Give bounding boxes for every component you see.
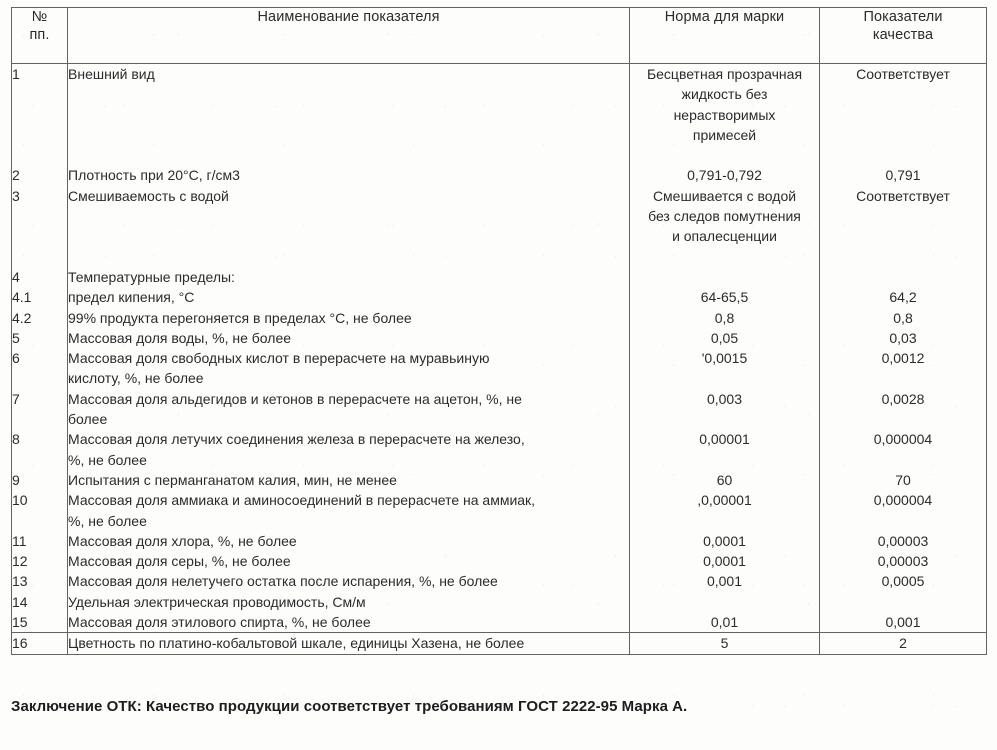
row-number: 4 xyxy=(12,268,20,285)
row-quality-value: 0,791 xyxy=(885,167,921,184)
row-norm-value: Бесцветная прозрачная жидкость без нерастворимых примесей xyxy=(646,66,803,143)
row-quality-value: 0,0028 xyxy=(881,390,925,407)
row-quality-value: 0,00003 xyxy=(877,553,929,570)
row-quality-value xyxy=(820,592,986,612)
row-quality-value: 0,0012 xyxy=(881,350,925,367)
row-indicator-name: Массовая доля альдегидов и кетонов в перерасчете на ацетон, %, не более xyxy=(68,390,522,428)
row-quality-value: 2 xyxy=(820,632,986,653)
row-norm-value: Смешивается с водой без следов помутнения и опалесценции xyxy=(648,187,801,245)
row-number: 5 xyxy=(12,329,20,346)
cell-norm-column xyxy=(630,64,820,655)
row-norm-value: 60 xyxy=(716,471,733,488)
row-indicator-name: Массовая доля аммиака и аминосоединений в перерасчете на аммиак, %, не более xyxy=(68,492,536,529)
row-quality-value: 0,000004 xyxy=(873,431,933,448)
row-norm-value: ,0,00001 xyxy=(697,492,752,509)
row-number: 4.1 xyxy=(12,289,32,306)
row-norm-value: 0,001 xyxy=(706,573,743,590)
row-number: 7 xyxy=(12,390,20,407)
row-norm-value xyxy=(630,267,819,287)
table-body xyxy=(12,64,987,655)
row-number: 4.2 xyxy=(12,309,32,326)
row-indicator-name: Удельная электрическая проводимость, См/м xyxy=(68,593,366,610)
column-header-quality-line2: качества xyxy=(872,27,934,44)
row-number: 3 xyxy=(12,187,20,204)
row-number: 10 xyxy=(12,492,28,509)
row-number: 6 xyxy=(12,350,20,367)
row-number: 1 xyxy=(12,66,20,82)
row-norm-value: 0,8 xyxy=(714,309,735,326)
row-indicator-name: Плотность при 20°С, г/см3 xyxy=(68,167,240,184)
row-quality-value: 0,0005 xyxy=(881,573,925,590)
cell-numbers-column xyxy=(12,64,68,655)
table-header xyxy=(12,8,987,64)
row-norm-value: 0,791-0,792 xyxy=(687,167,762,184)
row-quality-value: 0,000004 xyxy=(873,492,933,509)
row-number: 8 xyxy=(12,431,20,448)
column-header-quality xyxy=(820,8,987,64)
column-header-indicator-name: Наименование показателя xyxy=(68,8,630,64)
column-header-norm: Норма для марки xyxy=(630,8,820,64)
row-indicator-name: Массовая доля нелетучего остатка после испарения, %, не более xyxy=(68,573,498,590)
row-number: 16 xyxy=(12,632,67,653)
column-header-number-line2: пп. xyxy=(29,27,50,44)
row-quality-value: 64,2 xyxy=(889,289,917,306)
row-quality-value: 0,03 xyxy=(889,329,917,346)
row-quality-value: 70 xyxy=(895,471,911,488)
row-number: 15 xyxy=(12,614,28,631)
row-indicator-name: Температурные пределы: xyxy=(68,268,235,285)
row-indicator-name: предел кипения, °С xyxy=(68,289,195,306)
header-row xyxy=(12,8,987,64)
column-header-number xyxy=(12,8,68,64)
table-body-row xyxy=(12,64,987,655)
row-indicator-name: Цветность по платино-кобальтовой шкале, единицы Хазена, не более xyxy=(68,632,629,653)
row-indicator-name: Массовая доля этилового спирта, %, не более xyxy=(68,614,371,631)
row-quality-value: 0,001 xyxy=(885,614,921,631)
row-norm-value: 0,0001 xyxy=(703,553,746,570)
row-norm-value: '0,0015 xyxy=(701,350,748,367)
row-norm-value: 5 xyxy=(630,632,819,653)
row-indicator-name: Внешний вид xyxy=(68,66,155,82)
row-number: 9 xyxy=(12,471,20,488)
row-norm-value: 0,0001 xyxy=(703,532,746,549)
row-quality-value: 0,8 xyxy=(893,309,913,326)
row-number: 13 xyxy=(12,573,28,590)
row-norm-value: 0,003 xyxy=(706,390,743,407)
column-header-quality-line1: Показатели xyxy=(863,9,943,25)
row-number: 11 xyxy=(12,532,27,549)
otk-conclusion: Заключение ОТК: Качество продукции соответствует требованиям ГОСТ 2222-95 Марка А. xyxy=(11,698,688,715)
row-norm-value: 0,00001 xyxy=(699,431,750,448)
row-number: 14 xyxy=(12,593,28,610)
row-norm-value: 0,01 xyxy=(710,614,739,631)
row-indicator-name: Массовая доля свободных кислот в перерасчете на муравьиную кислоту, %, не более xyxy=(68,350,490,387)
row-norm-value xyxy=(630,592,819,612)
row-quality-value: Соответствует xyxy=(856,187,950,204)
quality-indicators-table xyxy=(11,7,987,655)
row-quality-value xyxy=(820,267,986,287)
cell-quality-column xyxy=(820,64,987,655)
row-indicator-name: Массовая доля воды, %, не более xyxy=(68,329,292,346)
row-indicator-name: 99% продукта перегоняется в пределах °С, не более xyxy=(68,309,412,326)
cell-names-column xyxy=(68,64,630,655)
row-indicator-name: Массовая доля летучих соединения железа в перерасчете на железо, %, не более xyxy=(68,431,525,468)
column-header-number-line1: № xyxy=(31,9,48,25)
row-quality-value: Соответствует xyxy=(856,66,950,82)
row-indicator-name: Испытания с перманганатом калия, мин, не менее xyxy=(68,471,397,488)
row-indicator-name: Массовая доля серы, %, не более xyxy=(68,553,291,570)
row-indicator-name: Смешиваемость с водой xyxy=(68,187,229,204)
row-number: 2 xyxy=(12,167,20,184)
row-norm-value: 0,05 xyxy=(710,329,739,346)
row-norm-value: 64-65,5 xyxy=(700,289,749,306)
row-number: 12 xyxy=(12,553,28,570)
row-quality-value: 0,00003 xyxy=(877,532,929,549)
row-indicator-name: Массовая доля хлора, %, не более xyxy=(68,532,297,549)
